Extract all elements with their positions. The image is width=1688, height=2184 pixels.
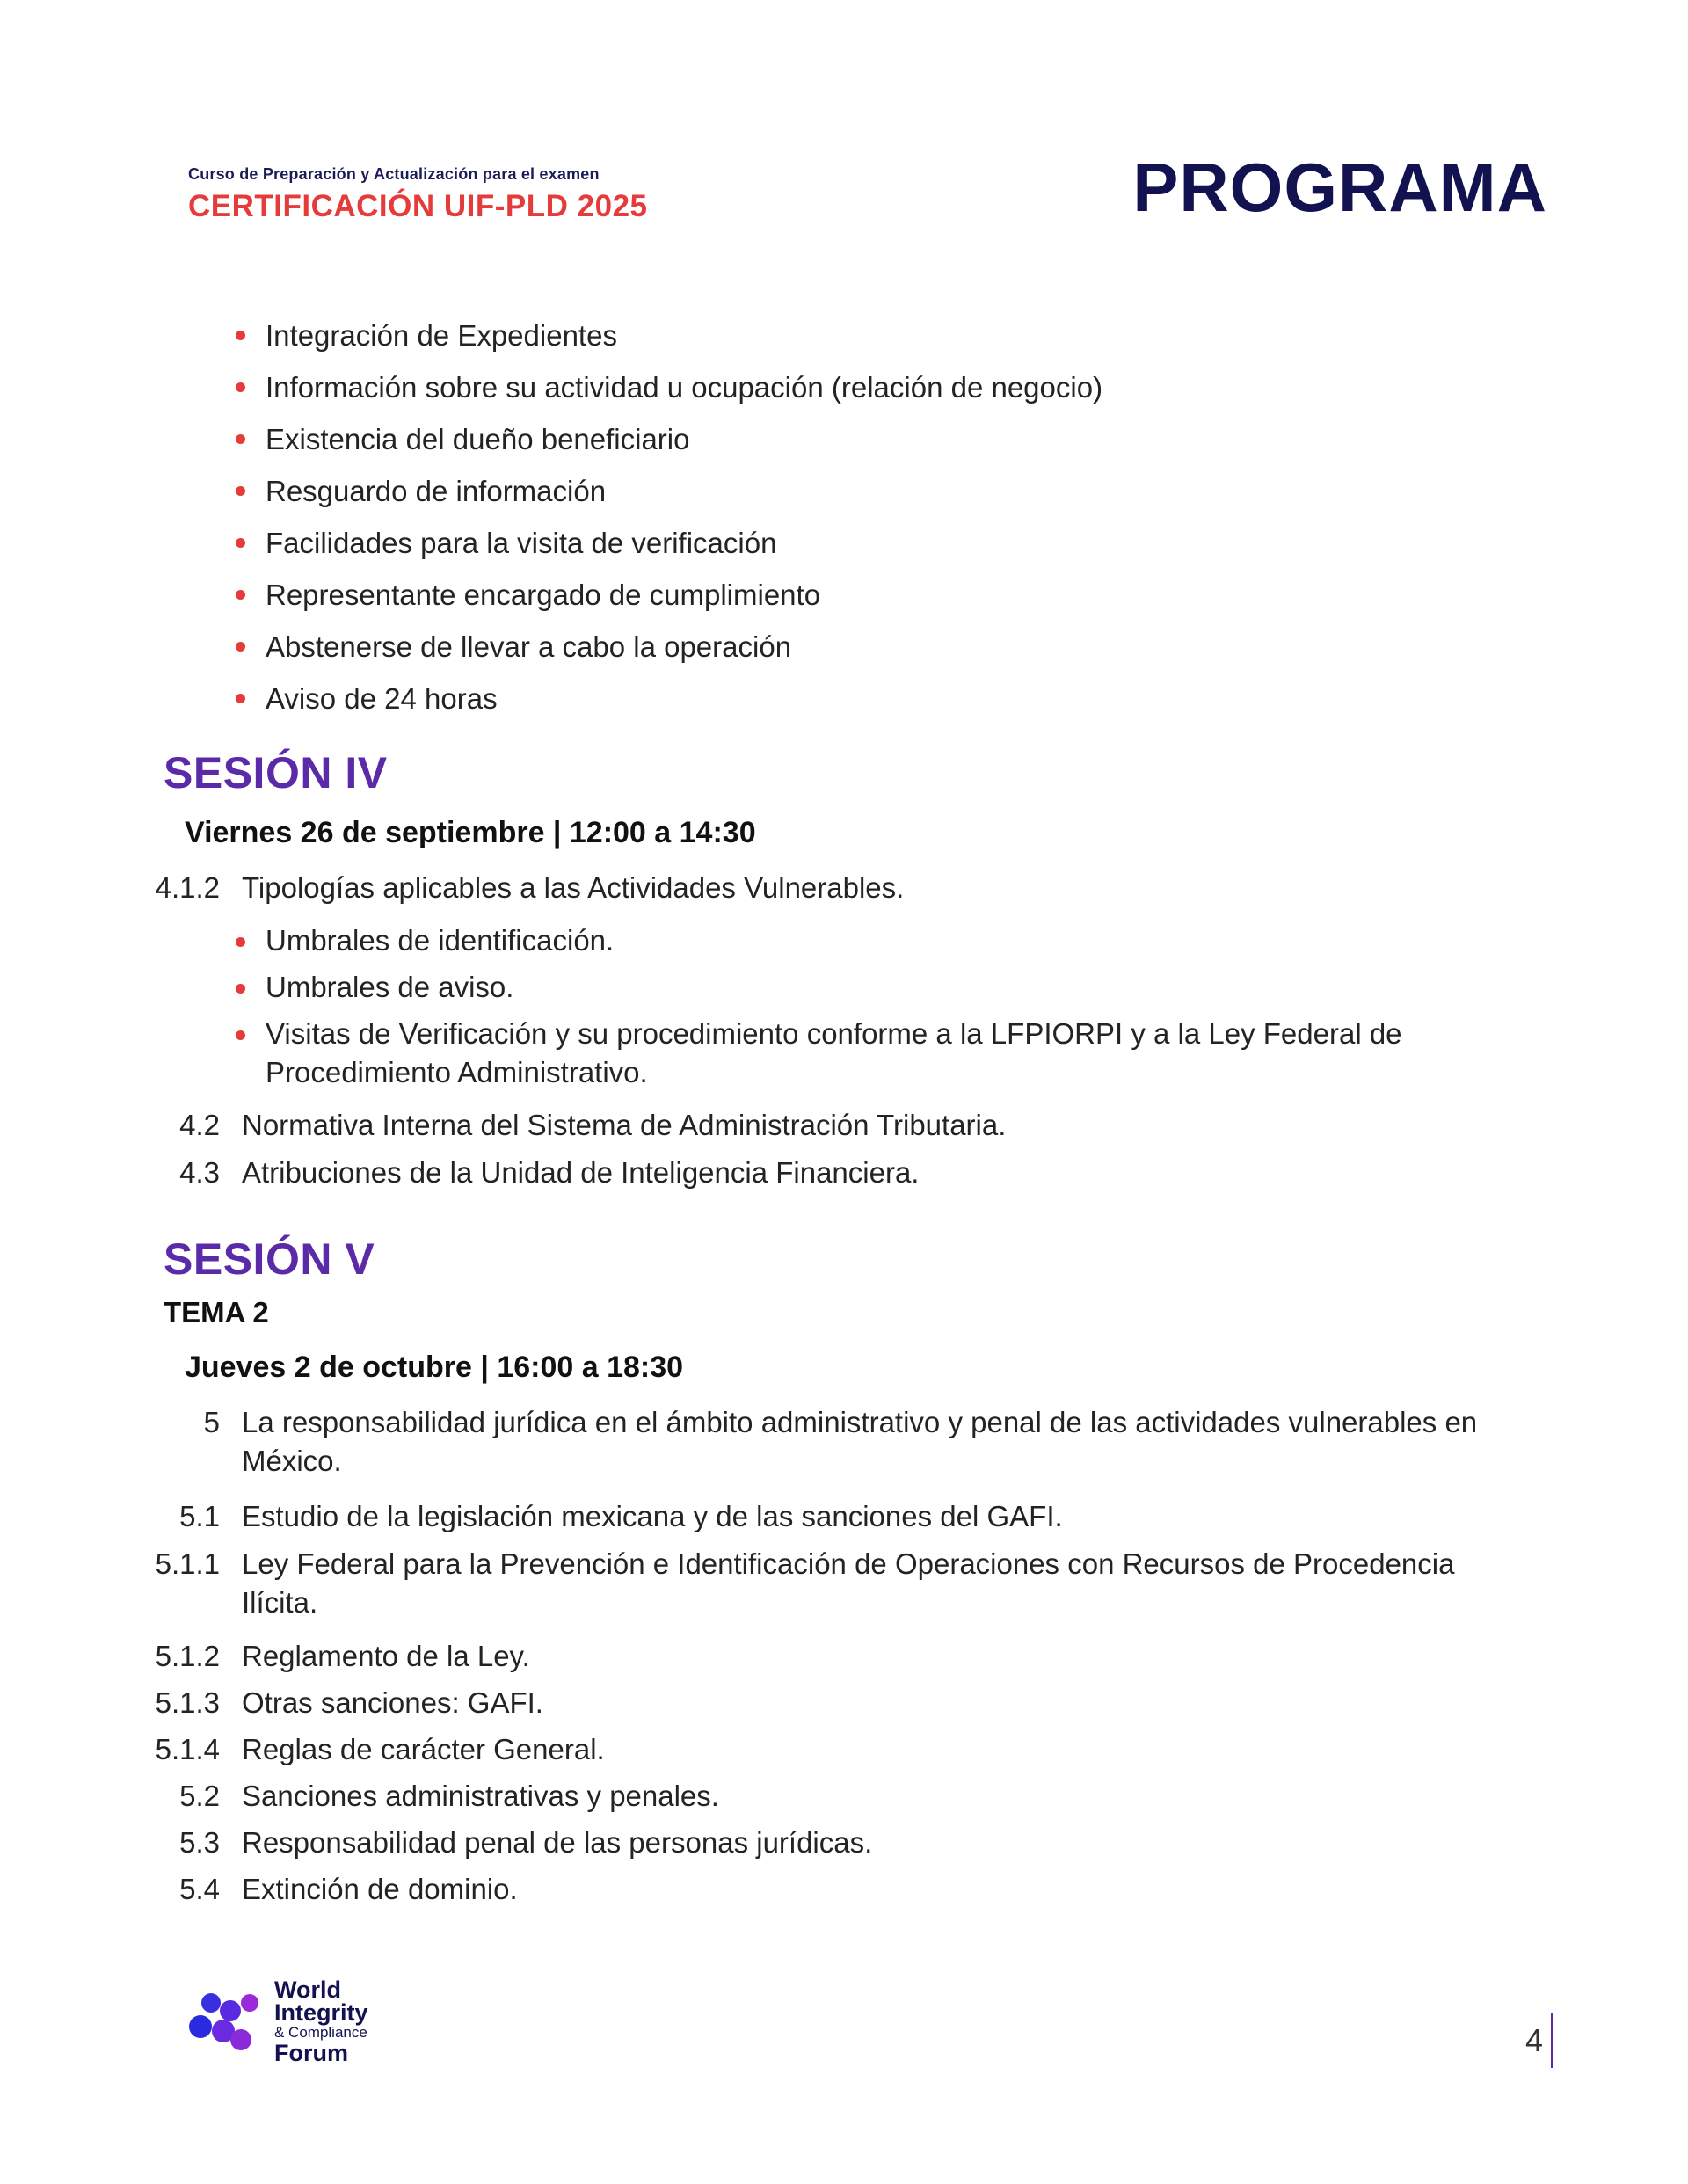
program-item: [132, 1154, 1574, 1192]
list-item: Existencia del dueño beneficiario: [236, 413, 1102, 465]
page-number: 4: [1524, 2022, 1543, 2058]
program-item: [132, 869, 1574, 907]
session-5-date: Jueves 2 de octubre | 16:00 a 18:30: [185, 1350, 684, 1384]
list-item: Representante encargado de cumplimiento: [236, 569, 1102, 621]
item-text: Normativa Interna del Sistema de Administración Tributaria.: [242, 1109, 1007, 1141]
list-item: Umbrales de identificación.: [236, 921, 1607, 960]
list-item: Abstenerse de llevar a cabo la operación: [236, 621, 1102, 673]
program-item: [132, 1497, 1574, 1536]
session-4-date: Viernes 26 de septiembre | 12:00 a 14:30: [185, 816, 756, 849]
dots-cluster-logo-icon: [186, 1978, 274, 2075]
item-number: 5.1.2: [155, 1640, 220, 1672]
course-subtitle: Curso de Preparación y Actualización para el examen: [188, 165, 600, 183]
list-item: Integración de Expedientes: [236, 309, 1102, 361]
item-text: Estudio de la legislación mexicana y de las sanciones del GAFI.: [242, 1500, 1063, 1532]
page-title: PROGRAMA: [1132, 149, 1547, 226]
item-text: Extinción de dominio.: [242, 1873, 518, 1905]
page-number-divider: [1551, 2013, 1553, 2068]
bullet-dot-icon: [236, 538, 245, 548]
item-text: Atribuciones de la Unidad de Inteligencia Financiera.: [242, 1156, 920, 1189]
item-text: Ley Federal para la Prevención e Identificación de Operaciones con Recursos de Procedencia Ilícita.: [242, 1547, 1455, 1619]
program-item: [132, 1545, 1574, 1622]
list-item: Visitas de Verificación y su procedimiento conforme a la LFPIORPI y a la Ley Federal de Procedimiento Administrativo.: [236, 1015, 1590, 1092]
item-number: 5.1.1: [155, 1547, 220, 1580]
bullet-dot-icon: [236, 590, 245, 600]
logo-line-4: Forum: [274, 2040, 348, 2066]
program-item: [132, 1106, 1574, 1145]
program-item: [132, 1637, 1574, 1676]
session-4-title: SESIÓN IV: [164, 748, 388, 797]
item-number: 5.1: [179, 1500, 220, 1532]
item-number: 5.3: [179, 1826, 220, 1859]
logo-line-3: & Compliance: [274, 2024, 367, 2041]
bullet-dot-icon: [236, 694, 245, 703]
program-item: [132, 1730, 1574, 1769]
session-5-tema: TEMA 2: [164, 1296, 269, 1329]
item-text: Reglamento de la Ley.: [242, 1640, 530, 1672]
top-bullet-list: [236, 309, 1102, 724]
list-item: Umbrales de aviso.: [236, 968, 1607, 1007]
bullet-dot-icon: [236, 331, 245, 340]
course-header: [188, 165, 648, 224]
item-number: 5.4: [179, 1873, 220, 1905]
item-text: Reglas de carácter General.: [242, 1733, 605, 1765]
program-item: [132, 1684, 1574, 1722]
logo-text: [274, 1978, 368, 2064]
item-text: La responsabilidad jurídica en el ámbito administrativo y penal de las actividades vulnerables en México.: [242, 1406, 1478, 1477]
list-item: Resguardo de información: [236, 465, 1102, 517]
session-5-title: SESIÓN V: [164, 1234, 375, 1284]
item-number: 5.1.3: [155, 1686, 220, 1719]
program-item: [132, 1777, 1574, 1816]
item-text: Responsabilidad penal de las personas jurídicas.: [242, 1826, 873, 1859]
session-4-bullet-list: [236, 921, 1607, 1092]
bullet-dot-icon: [236, 486, 245, 496]
logo-line-2: Integrity: [274, 1999, 368, 2026]
logo-line-1: World: [274, 1977, 341, 2003]
item-number: 4.2: [179, 1109, 220, 1141]
program-item: [132, 1870, 1574, 1909]
bullet-dot-icon: [236, 382, 245, 392]
item-number: 5: [203, 1406, 220, 1438]
item-number: 5.1.4: [155, 1733, 220, 1765]
course-title: CERTIFICACIÓN UIF-PLD 2025: [188, 189, 648, 223]
item-text: Tipologías aplicables a las Actividades Vulnerables.: [242, 871, 905, 904]
item-text: Sanciones administrativas y penales.: [242, 1780, 719, 1812]
bullet-dot-icon: [236, 1030, 245, 1040]
bullet-dot-icon: [236, 434, 245, 444]
bullet-dot-icon: [236, 984, 245, 994]
list-item: Aviso de 24 horas: [236, 673, 1102, 724]
item-number: 4.3: [179, 1156, 220, 1189]
program-item: [132, 1824, 1574, 1862]
bullet-dot-icon: [236, 642, 245, 652]
list-item: Información sobre su actividad u ocupación (relación de negocio): [236, 361, 1102, 413]
item-text: Otras sanciones: GAFI.: [242, 1686, 543, 1719]
program-item: [132, 1403, 1574, 1481]
list-item: Facilidades para la visita de verificación: [236, 517, 1102, 569]
item-number: 5.2: [179, 1780, 220, 1812]
item-number: 4.1.2: [155, 871, 220, 904]
bullet-dot-icon: [236, 937, 245, 947]
